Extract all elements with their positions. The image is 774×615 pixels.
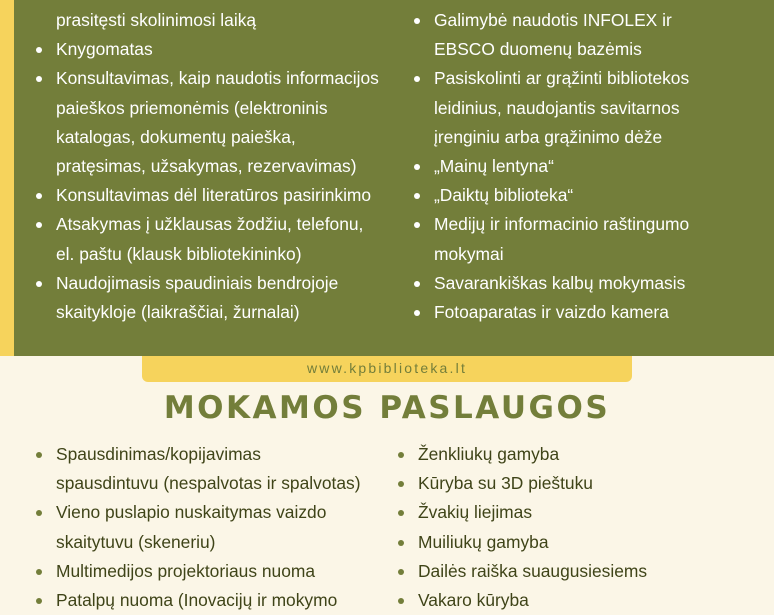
service-item-continuation: skaitykloje (laikraščiai, žurnalai) [56, 302, 300, 323]
service-item: Vieno puslapio nuskaitymas vaizdo [34, 498, 384, 527]
service-item: Dailės raiška suaugusiesiems [396, 557, 756, 586]
service-item-continuation: katalogas, dokumentų paieška, [56, 126, 296, 147]
service-item: Pasiskolinti ar grąžinti bibliotekos [412, 64, 762, 93]
service-item: Muiliukų gamyba [396, 528, 756, 557]
left-accent-stripe [0, 0, 14, 356]
service-item: Savarankiškas kalbų mokymasis [412, 269, 762, 298]
service-item-continuation: įrenginiu arba grąžinimo dėže [434, 126, 663, 147]
service-item-continuation: paieškos priemonėmis (elektroninis [56, 97, 328, 118]
free-services-panel [14, 0, 774, 356]
service-item: Konsultavimas, kaip naudotis informacijos [34, 64, 414, 93]
service-item: Ženkliukų gamyba [396, 440, 756, 469]
service-item: Patalpų nuoma (Inovacijų ir mokymo [34, 586, 384, 615]
service-item: Žvakių liejimas [396, 498, 756, 527]
service-item: Naudojimasis spaudiniais bendrojoje [34, 269, 414, 298]
service-item: Galimybė naudotis INFOLEX ir [412, 6, 762, 35]
service-item: Knygomatas [34, 35, 414, 64]
service-item: Medijų ir informacinio raštingumo [412, 210, 762, 239]
free-services-left-list [34, 6, 414, 327]
service-item: Fotoaparatas ir vaizdo kamera [412, 298, 762, 327]
service-item-continuation: prasitęsti skolinimosi laiką [56, 10, 257, 30]
service-item-continuation: spausdintuvu (nespalvotas ir spalvotas) [56, 473, 361, 494]
service-item: Multimedijos projektoriaus nuoma [34, 557, 384, 586]
paid-services-heading: MOKAMOS PASLAUGOS [163, 390, 611, 426]
service-item-continuation: leidinius, naudojantis savitarnos [434, 97, 680, 118]
service-item-continuation: el. paštu (klausk bibliotekininko) [56, 243, 302, 264]
service-item-continuation: mokymai [434, 243, 504, 264]
service-item: Konsultavimas dėl literatūros pasirinkimo [34, 181, 414, 210]
service-item-continuation: pratęsimas, užsakymas, rezervavimas) [56, 156, 357, 177]
free-services-right-list [412, 6, 762, 327]
service-item: Atsakymas į užklausas žodžiu, telefonu, [34, 210, 414, 239]
paid-services-left-list [34, 440, 384, 615]
service-item-continuation: skaitytuvu (skeneriu) [56, 531, 216, 552]
service-item: „Mainų lentyna“ [412, 152, 762, 181]
service-item: Spausdinimas/kopijavimas [34, 440, 384, 469]
service-item: „Daiktų biblioteka“ [412, 181, 762, 210]
website-url[interactable]: www.kpbiblioteka.lt [142, 356, 632, 382]
service-item-continuation: EBSCO duomenų bazėmis [434, 39, 642, 60]
service-item: Vakaro kūryba [396, 586, 756, 615]
paid-services-right-list [396, 440, 756, 615]
service-item: Kūryba su 3D pieštuku [396, 469, 756, 498]
